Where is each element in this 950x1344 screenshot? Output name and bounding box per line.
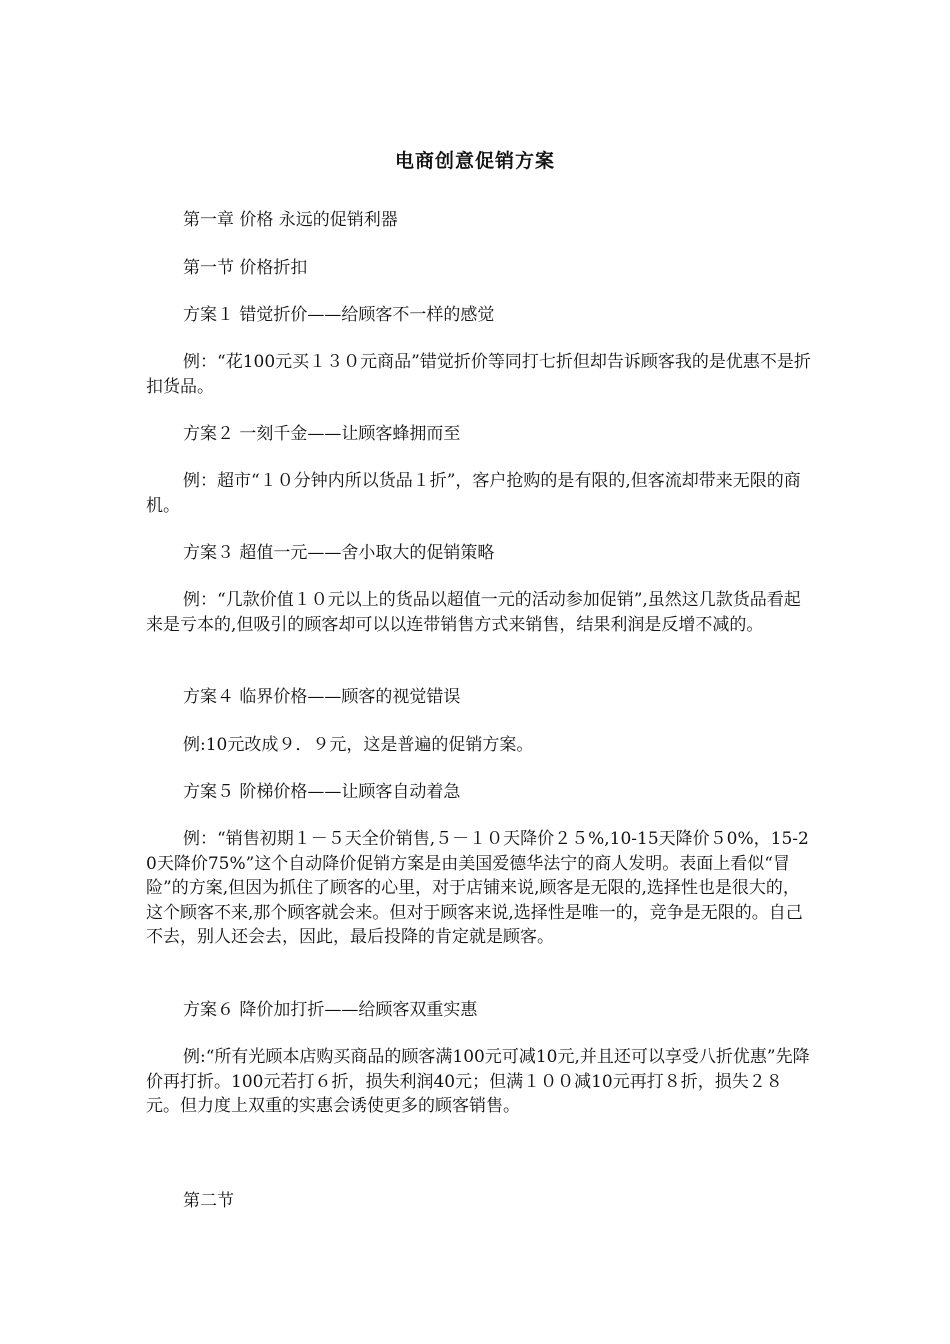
plan-example: 例:10元改成９．９元，这是普遍的促销方案。 [183,735,534,755]
plan-heading: 方案１ 错觉折价——给顾客不一样的感觉 [183,305,495,325]
section-heading: 第一节 价格折扣 [183,258,308,278]
plan-example: 例：“几款价值１０元以上的货品以超值一元的活动参加促销”,虽然这几款货品看起来是亏本的,但吸引的顾客却可以以连带销售方式来销售，结果利润是反增不减的。 [146,590,801,635]
plan-example: 例：超市“１０分钟内所以货品１折”，客户抢购的是有限的,但客流却带来无限的商机。 [146,471,801,516]
plan-heading: 方案４ 临界价格——顾客的视觉错误 [183,687,461,707]
plan-heading: 方案２ 一刻千金——让顾客蜂拥而至 [183,424,461,444]
chapter-heading: 第一章 价格 永远的促销利器 [183,210,398,230]
plan-heading: 方案５ 阶梯价格——让顾客自动着急 [183,782,461,802]
section-heading: 第二节 [183,1191,234,1211]
plan-heading: 方案３ 超值一元——舍小取大的促销策略 [183,543,495,563]
plan-example: 例：“销售初期１－５天全价销售,５－１０天降价２５%,10-15天降价５0%，15-20天降价75%”这个自动降价促销方案是由美国爱德华法宁的商人发明。表面上看似“冒险”的方案,但因为抓住了顾客的心里，对于店铺来说,顾客是无限的,选择性也是很大的，这个顾客不来,那个顾客就会来。但对于顾客来说,选择性是唯一的，竞争是无限的。自己不去，别人还会去，因此，最后投降的肯定就是顾客。 [146,829,809,947]
plan-heading: 方案６ 降价加打折——给顾客双重实惠 [183,1000,478,1020]
plan-example: 例：“花100元买１３０元商品”错觉折价等同打七折但却告诉顾客我的是优惠不是折扣货品。 [146,352,811,397]
plan-example: 例:“所有光顾本店购买商品的顾客满100元可减10元,并且还可以享受八折优惠”先降价再打折。100元若打６折，损失利润40元；但满１００减10元再打８折，损失２８元。但力度上双重的实惠会诱使更多的顾客销售。 [146,1047,810,1116]
document-title: 电商创意促销方案 [394,150,555,172]
